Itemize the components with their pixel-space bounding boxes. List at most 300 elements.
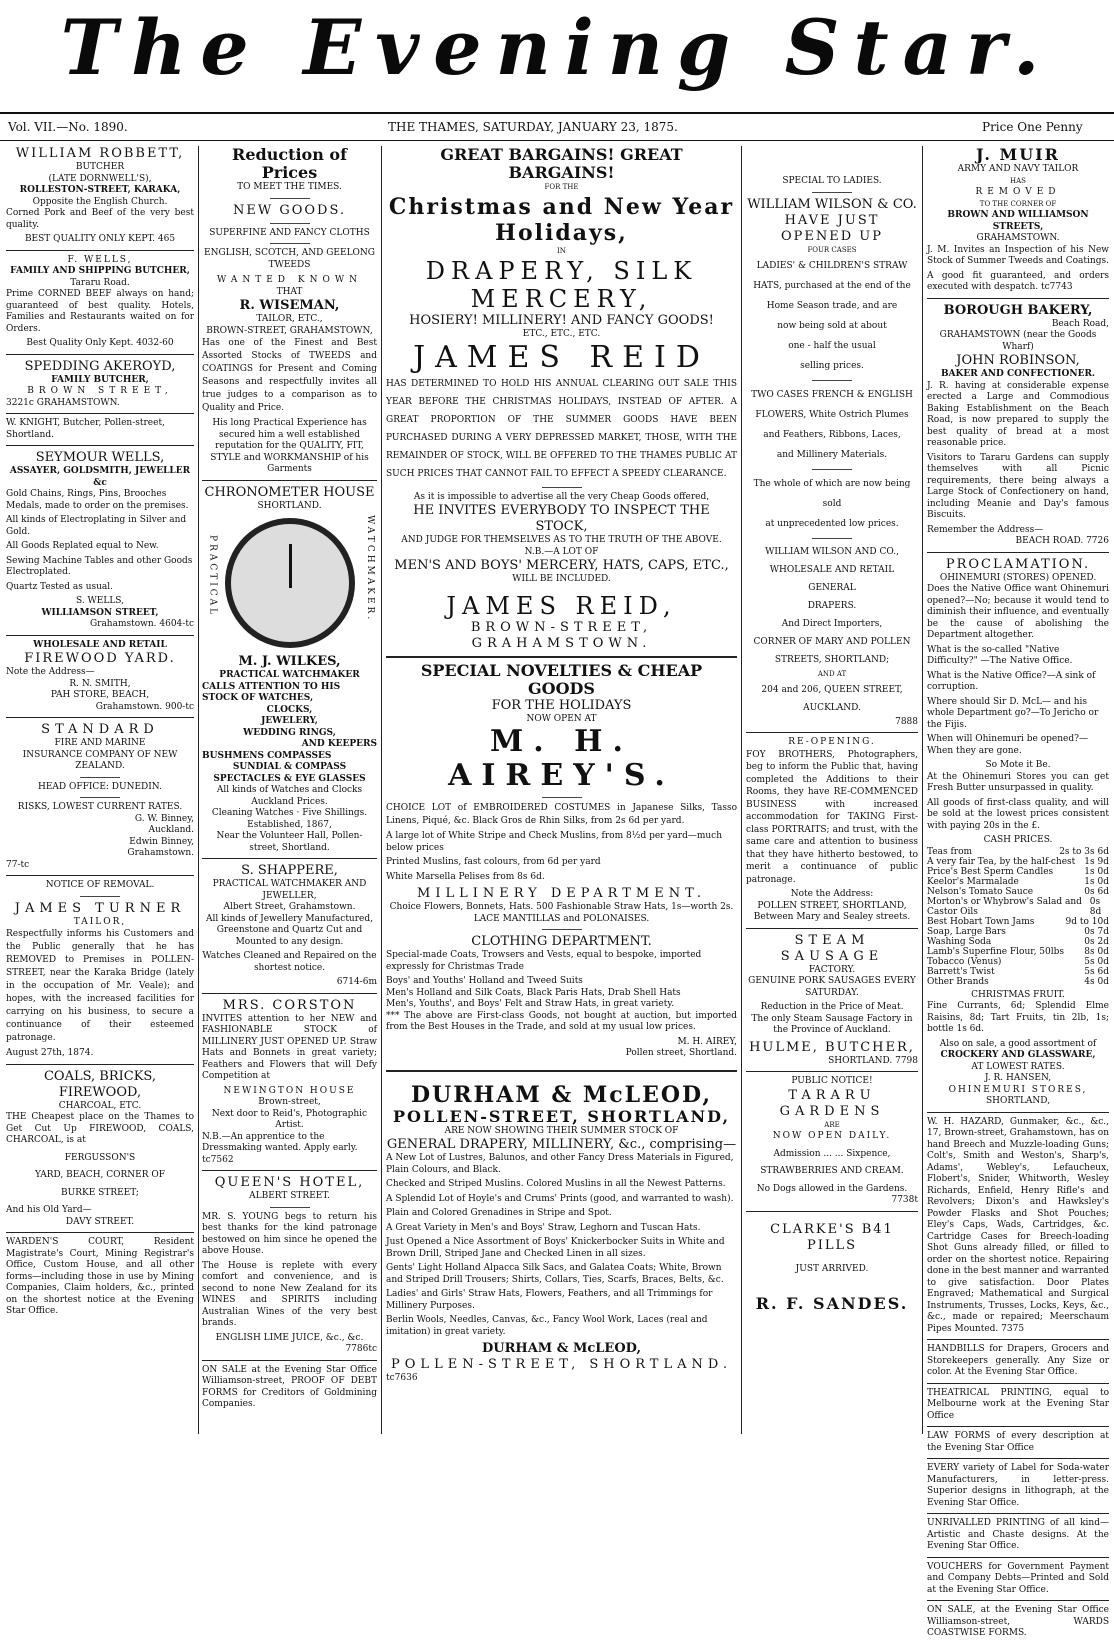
price-item: Washing Soda: [927, 936, 992, 947]
ad-line: 7786tc: [345, 1344, 377, 1354]
fergusson-coals-ad: [6, 1069, 194, 1229]
price-row: [927, 867, 1109, 877]
price-row: [927, 927, 1109, 937]
ad-line: JUST ARRIVED.: [795, 1263, 869, 1274]
ad-line: 77-tc: [6, 859, 30, 870]
firewood-yard-ad: [6, 640, 194, 714]
ad-text: At the Ohinemuri Stores you can get Fresh Butter unsurpassed in quality.: [927, 771, 1109, 793]
price-item: Keelor's Marmalade: [927, 876, 1019, 887]
price-value: 1s 0d: [1084, 866, 1109, 877]
ad-line: WILLIAMSON STREET,: [41, 607, 159, 618]
ad-line: (LATE DORNWELL'S),: [48, 173, 152, 184]
ad-text: Respectfully informs his Customers and the Public generally that he has REMOVED to Premises in POLLEN-STREET, near the Karaka Bridge (lately in the occupation of Mr. Veale); and hopes, with the increased facilities for carrying on his business, to secure a continuance of their esteemed patronage.: [6, 929, 194, 1043]
clock-icon: [225, 518, 355, 648]
ad-heading: GREAT BARGAINS! GREAT BARGAINS!: [440, 145, 683, 182]
ad-line: YARD, BEACH, CORNER OF: [34, 1170, 166, 1180]
ad-line: CORNER OF MARY AND POLLEN: [753, 637, 911, 647]
ad-line: ARE: [824, 1120, 840, 1129]
ad-line: 7738t: [891, 1195, 918, 1205]
vertical-label: WATCHMAKER.: [365, 514, 375, 622]
price-value: 2s to 3s 6d: [1059, 846, 1109, 857]
ad-line: R. N. SMITH,: [69, 678, 131, 689]
price-row: [927, 957, 1109, 967]
borough-bakery-ad: [927, 303, 1109, 548]
ad-text: Choice Flowers, Bonnets, Hats. 500 Fashionable Straw Hats, 1s—worth 2s. LACE MANTILLAS and POLONAISES.: [389, 902, 734, 924]
ad-heading: HE INVITES EVERYBODY TO INSPECT THE STOCK,: [413, 503, 710, 534]
ad-text: Does the Native Office want Ohinemuri opened?—No; because it would tend to diminish their influence, and eventually be the cause of abolishing the Department altogether.: [927, 584, 1109, 640]
price-value: 1s 9d: [1084, 856, 1109, 867]
ad-heading: SPECIAL NOVELTIES & CHEAP GOODS: [420, 660, 703, 698]
masthead-title: The Evening Star.: [60, 3, 1054, 92]
column-3: [386, 146, 737, 1434]
ad-line: TO THE CORNER OF: [979, 199, 1057, 208]
price-item: A very fair Tea, by the half-chest: [927, 856, 1076, 867]
price-row: [927, 897, 1109, 917]
ad-line: Next door to Reid's, Photographic Artist.: [211, 1108, 368, 1130]
ad-line: ENGLISH LIME JUICE, &c., &c.: [215, 1332, 364, 1343]
ad-line: FLOWERS, White Ostrich Plumes: [755, 410, 909, 420]
dateline: [0, 118, 1114, 138]
ad-line: AND KEEPERS: [301, 739, 377, 749]
ad-line: HEAD OFFICE: DUNEDIN.: [38, 781, 162, 792]
ad-line: selling prices.: [800, 361, 864, 371]
price-row: [927, 937, 1109, 947]
ad-heading: JAMES REID: [413, 339, 710, 375]
muir-ad: [927, 146, 1109, 294]
ad-heading: Christmas and New Year Holidays,: [388, 193, 735, 246]
price-item: Tobacco (Venus): [927, 956, 1002, 967]
ad-heading: JAMES TURNER: [14, 900, 186, 916]
ad-line: TO MEET THE TIMES.: [237, 182, 342, 192]
ad-line: Note the Address:: [790, 889, 874, 899]
ad-heading: STANDARD: [41, 722, 159, 737]
ad-line: M. H. AIREY,: [677, 1036, 737, 1047]
durham-mcleod-ad: [386, 1082, 737, 1385]
ad-line: The whole of which are now being sold: [753, 479, 911, 509]
ad-line: DRAPERS.: [807, 601, 857, 611]
ad-line: FOR THE: [544, 183, 579, 191]
ad-line: Admission ... ... Sixpence,: [773, 1148, 891, 1159]
ad-line: No Dogs allowed in the Gardens.: [756, 1183, 908, 1194]
ad-line: 204 and 206, QUEEN STREET,: [761, 684, 903, 695]
ad-line: BROWN-STREET, GRAHAMSTOWN,: [206, 325, 373, 336]
ad-line: J. R. HANSEN,: [984, 1073, 1052, 1083]
price-row: [927, 847, 1109, 857]
ad-text: A Great Variety in Men's and Boys' Straw, Leghorn and Tuscan Hats.: [386, 1222, 701, 1233]
price-item: Nelson's Tomato Sauce: [927, 886, 1034, 897]
ad-heading: F. WELLS,: [67, 254, 133, 265]
ad-line: Grahamstown. 4604-tc: [89, 619, 194, 629]
column-rule: [741, 146, 742, 1434]
ad-line: NOW OPEN AT: [526, 713, 597, 724]
ad-line: STRAWBERRIES AND CREAM.: [760, 1166, 904, 1176]
price-row: [927, 877, 1109, 887]
vertical-label: PRACTICAL: [207, 534, 218, 617]
ad-heading: JAMES REID,: [446, 591, 677, 620]
theatrical-printing-ad: THEATRICAL PRINTING, equal to Melbourne work at the Evening Star Office: [927, 1387, 1109, 1421]
ad-line: one - half the usual: [788, 341, 876, 351]
column-1: [6, 146, 194, 1434]
william-wilson-ad: [746, 176, 918, 728]
price-row: [927, 967, 1109, 977]
ad-line: All kinds of Watches and Clocks Auckland Prices.: [216, 785, 363, 807]
ad-line: Cleaning Watches · Five Shillings.: [211, 808, 368, 818]
airey-ad: [386, 662, 737, 1060]
ad-line: HAS: [1010, 176, 1026, 185]
ad-heading: POLLEN-STREET, SHORTLAND,: [392, 1106, 731, 1126]
ad-line: and Millinery Materials.: [776, 450, 888, 460]
price-item: Price's Best Sperm Candles: [927, 866, 1054, 877]
ad-line: FAMILY AND SHIPPING BUTCHER,: [10, 266, 190, 276]
ad-text: *** The above are First-class Goods, not bought at auction, but imported from the Best Houses in the Trade, and sold at my usual low prices.: [386, 1010, 737, 1032]
ad-line: CLOCKS,: [266, 704, 313, 715]
ad-line: ARE NOW SHOWING THEIR SUMMER STOCK OF: [444, 1125, 679, 1136]
foy-brothers-ad: [746, 737, 918, 924]
notice-of-removal-ad: [6, 880, 194, 1060]
ad-text: His long Practical Experience has secured him a well established reputation for the QUALITY, FIT, STYLE and WORKMANSHIP of his Garments: [210, 418, 369, 474]
price-value: 0s 2d: [1084, 936, 1109, 947]
price-value: 0s 6d: [1084, 886, 1109, 897]
ad-heading: CLARKE'S B41 PILLS: [770, 1221, 894, 1253]
dateline-rule: [0, 140, 1114, 141]
ad-line: IN: [557, 246, 566, 255]
price-value: 8s 0d: [1084, 946, 1109, 957]
price-row: [927, 947, 1109, 957]
steam-sausage-ad: [746, 933, 918, 1068]
akeroyd-ad: [6, 359, 194, 410]
ad-line: Beach Road,: [1051, 318, 1109, 329]
ad-heading: NEW GOODS.: [232, 202, 347, 218]
ad-line: SPECTACLES & EYE GLASSES: [213, 773, 366, 784]
ad-heading: S. SHAPPERE,: [241, 863, 338, 878]
ad-line: NOW OPEN DAILY.: [772, 1131, 892, 1141]
ad-line: CHARCOAL, ETC.: [58, 1100, 142, 1111]
ad-text: All kinds of Jewellery Manufactured, Greenstone and Quartz Cut and Mounted to any design.: [206, 913, 373, 947]
printing-ad: UNRIVALLED PRINTING of all kind—Artistic and Chaste designs. At the Evening Star Office.: [927, 1518, 1109, 1551]
ad-text: A good fit guaranteed, and orders executed with despatch. tc7743: [927, 270, 1109, 292]
ad-line: PAH STORE, BEACH,: [50, 690, 150, 700]
ad-heading: BOROUGH BAKERY,: [943, 302, 1093, 318]
ad-text: Where should Sir D. McL— and his whole Department go?—To Jericho or the Fijis.: [927, 696, 1099, 730]
ad-line: ROLLESTON-STREET, KARAKA,: [19, 185, 181, 195]
ad-heading: MRS. CORSTON: [222, 997, 357, 1013]
ad-line: INSURANCE COMPANY OF NEW: [22, 749, 178, 760]
ad-line: AT LOWEST RATES.: [971, 1061, 1065, 1072]
seymour-wells-ad: [6, 450, 194, 631]
corston-ad: [202, 998, 377, 1167]
ad-text: FOY BROTHERS, Photographers, beg to inform the Public that, having completed the Additions to their Rooms, they have RE-COMMENCED BUSINESS with increased accommodation for TAKING First-class PORTRAITS; and trust, with the same care and attention to business that they have hitherto bestowed, to merit a continuance of public patronage.: [746, 749, 918, 885]
ad-heading: WILLIAM ROBBETT,: [15, 146, 185, 161]
ad-line: BUTCHER: [75, 162, 125, 172]
ad-text: HAS DETERMINED TO HOLD HIS ANNUAL CLEARING OUT SALE THIS YEAR BEFORE THE CHRISTMAS HOLIDAYS, INSTEAD OF AFTER. A GREAT PROPORTION OF THE SUMMER GOODS HAVE BEEN PURCHASED DURING A VERY DEPRESSED MARKET, THOSE, WITH THE REMAINDER OF STOCK, WILL BE OFFERED TO THE THAMES PUBLIC AT SUCH PRICES THAT CANNOT FAIL TO EFFECT A SPEEDY CLEARANCE.: [386, 378, 737, 479]
ad-heading: WANTED KNOWN: [217, 275, 362, 285]
ad-line: SHORTLAND.: [257, 500, 322, 511]
ad-heading: M. H. AIREY'S.: [448, 724, 675, 793]
ad-heading: SPEDDING AKEROYD,: [24, 358, 176, 374]
ad-line: now being sold at about: [777, 321, 887, 331]
ad-heading: DURHAM & McLEOD,: [482, 1341, 641, 1356]
ad-line: 3221c GRAHAMSTOWN.: [6, 397, 120, 408]
ad-text: J. R. having at considerable expense erected a Large and Commodious Baking Establishment on the Beach Road, is now prepared to supply the best quality of bread at a most reasonable price.: [927, 380, 1109, 448]
ad-line: TAILOR,: [73, 916, 127, 927]
ad-line: STREETS, SHORTLAND;: [774, 655, 890, 665]
ad-line: So Mote it Be.: [985, 760, 1051, 770]
ad-text: White Marsella Pelises from 8s 6d.: [386, 871, 545, 882]
sandes-ad: [746, 1222, 918, 1314]
price-value: 5s 6d: [1084, 966, 1109, 977]
ad-text: A New Lot of Lustres, Balunos, and other Fancy Dress Materials in Figured, Plain Colours, and Black.: [386, 1153, 734, 1175]
ad-line: Home Season trade, and are: [766, 301, 898, 311]
chronometer-house-ad: [202, 485, 377, 855]
price-value: 1s 0d: [1084, 876, 1109, 887]
ad-heading: NOTICE OF REMOVAL.: [45, 880, 155, 890]
ad-text: Just Opened a Nice Assortment of Boys' Knickerbocker Suits in White and Brown Drill, Striped Jane and Checked Linen in all sizes.: [386, 1237, 725, 1259]
ad-heading: J. MUIR: [976, 145, 1060, 164]
column-5: [927, 145, 1109, 1638]
ad-heading: MILLINERY DEPARTMENT.: [417, 886, 706, 901]
ad-line: Men's Holland and Silk Coats, Black Paris Hats, Drab Shell Hats: [386, 987, 681, 998]
ad-line: SHORTLAND. 7798: [828, 1055, 918, 1066]
ad-heading: MEN'S AND BOYS' MERCERY, HATS, CAPS, ETC.,: [394, 558, 729, 573]
ad-text: MR. S. YOUNG begs to return his best thanks for the kind patronage bestowed on him since he opened the above House.: [202, 1211, 377, 1256]
ad-text: Corned Pork and Beef of the very best quality.: [6, 208, 194, 230]
ad-line: at unprecedented low prices.: [765, 519, 899, 529]
ad-line: 7888: [895, 716, 918, 727]
ad-line: N.B.—A LOT OF: [524, 546, 599, 557]
ad-line: FERGUSSON'S: [64, 1152, 136, 1163]
ad-line: BROWN STREET,: [27, 386, 173, 396]
ad-text: J. M. Invites an Inspection of his New Stock of Summer Tweeds and Coatings.: [927, 244, 1109, 266]
proclamation-ad: [927, 557, 1109, 1108]
price-item: Barrett's Twist: [927, 966, 995, 977]
ad-heading: STEAM SAUSAGE: [780, 932, 884, 964]
ad-line: OHINEMURI (STORES) OPENED.: [939, 572, 1097, 583]
ad-line: WEDDING RINGS,: [243, 727, 336, 738]
ad-line: AND JUDGE FOR THEMSELVES AS TO THE TRUTH OF THE ABOVE.: [401, 535, 722, 545]
ad-line: FOUR CASES: [807, 245, 857, 254]
ad-line: LADIES' & CHILDREN'S STRAW: [756, 261, 908, 271]
ad-heading: Reduction of Prices: [232, 145, 347, 182]
column-rule: [381, 146, 382, 1434]
ad-line: JEWELERY,: [261, 716, 318, 726]
ad-line: G. W. Binney,: [134, 813, 194, 824]
ad-heading: POLLEN-STREET, SHORTLAND.: [391, 1357, 732, 1372]
ad-heading: FIREWOOD YARD.: [24, 651, 176, 666]
ad-line: Opposite the English Church.: [32, 196, 168, 207]
ad-text: INVITES attention to her NEW and FASHIONABLE STOCK of MILLINERY JUST OPENED UP. Straw Hats and Bonnets in great variety; Feathers and Flowers that will Defy Competition at: [202, 1013, 377, 1081]
ad-line: SUPERFINE AND FANCY CLOTHS: [209, 227, 370, 238]
knight-ad: W. KNIGHT, Butcher, Pollen-street, Shortland.: [6, 418, 165, 440]
ad-line: Remember the Address—: [927, 524, 1044, 535]
ad-heading: HAVE JUST OPENED UP: [780, 212, 884, 244]
ad-text: Special-made Coats, Trowsers and Vests, equal to bespoke, imported expressly for Christmas Trade: [386, 950, 702, 972]
ad-line: ALBERT STREET.: [249, 1191, 330, 1201]
ad-text: Sewing Machine Tables and other Goods Electroplated.: [6, 555, 193, 577]
column-rule: [922, 146, 923, 1434]
ad-line: As it is impossible to advertise all the very Cheap Goods offered,: [413, 491, 710, 502]
ad-text: The House is replete with every comfort and convenience, and is second to none New Zealand for its WINES and SPIRITS including Australian Wines of the very best brands.: [202, 1260, 377, 1328]
ad-heading: WILLIAM WILSON & CO.: [747, 196, 917, 212]
ad-line: SHORTLAND,: [985, 1096, 1051, 1106]
ad-text: Fine Currants, 6d; Splendid Elme Raisins, 8d; Tart Fruits, tin 2lb, 1s; bottle 1s 6d.: [927, 1001, 1109, 1034]
ad-line: Tararu Road.: [70, 277, 130, 288]
wells-butcher-ad: [6, 255, 194, 350]
ad-heading: R. WISEMAN,: [239, 298, 340, 313]
price-row: [927, 887, 1109, 897]
ad-text: Watches Cleaned and Repaired on the shortest notice.: [202, 951, 377, 973]
cash-prices-title: CASH PRICES.: [983, 835, 1053, 845]
ad-line: Best Quality Only Kept. 4032-60: [26, 338, 174, 348]
masthead-rule: [0, 112, 1114, 114]
ad-line: THAT: [276, 286, 303, 297]
ad-text: Prime CORNED BEEF always on hand; guaranteed of best quality. Hotels, Families and Restaurants waited on for Orders.: [6, 289, 194, 334]
ad-line: RISKS, LOWEST CURRENT RATES.: [17, 802, 183, 812]
ad-line: Auckland.: [148, 825, 194, 835]
ad-line: PRACTICAL WATCHMAKER AND JEWELLER,: [212, 879, 367, 901]
ad-heading: BROWN-STREET, GRAHAMSTOWN.: [470, 619, 653, 651]
ad-line: and Feathers, Ribbons, Laces,: [763, 430, 901, 440]
vouchers-ad: VOUCHERS for Government Payment and Company Debts—Printed and Sold at the Evening Star Office.: [927, 1561, 1109, 1595]
ad-text: Printed Muslins, fast colours, from 6d per yard: [386, 857, 601, 867]
ad-line: ASSAYER, GOLDSMITH, JEWELLER &c: [9, 466, 191, 488]
ad-heading: DRAPERY, SILK MERCERY,: [425, 257, 698, 313]
price-item: Soap, Large Bars: [927, 926, 1006, 937]
ad-heading: M. J. WILKES,: [238, 654, 341, 669]
ad-heading: CLOTHING DEPARTMENT.: [471, 934, 652, 949]
ad-line: FACTORY.: [808, 964, 856, 975]
ad-heading: SEYMOUR WELLS,: [35, 450, 165, 465]
ad-text: CHOICE LOT of EMBROIDERED COSTUMES in Japanese Silks, Tasso Linens, Piqué, &c. Black Gros de Rhin Silks, from 2s 6d per yard.: [386, 803, 737, 826]
ad-heading: DURHAM & McLEOD,: [410, 1081, 713, 1108]
ad-line: CROCKERY AND GLASSWARE,: [940, 1050, 1096, 1060]
ad-line: DAVY STREET.: [65, 1216, 135, 1227]
price-value: 0s 7d: [1084, 926, 1109, 937]
ad-line: WILL BE INCLUDED.: [512, 574, 611, 584]
shappere-ad: [202, 863, 377, 989]
column-rule: [198, 146, 199, 1434]
ad-text: When will Ohinemuri be opened?—When they are gone.: [927, 734, 1088, 756]
ad-text: What is the Native Office?—A sink of corruption.: [927, 670, 1096, 692]
proof-of-debt-ad: ON SALE at the Evening Star Office Williamson-street, PROOF OF DEBT FORMS for Creditors of Goldmining Companies.: [202, 1364, 377, 1409]
ad-heading: R. F. SANDES.: [755, 1294, 909, 1313]
ad-text: All kinds of Electroplating in Silver and Gold.: [6, 515, 187, 537]
ad-line: REMOVED: [975, 187, 1061, 197]
ad-text: Has one of the Finest and Best Assorted Stocks of TWEEDS and COATINGS for Present and Coming Seasons and respectfully invites all true judges to a comparison as to Quality and Price.: [202, 338, 377, 413]
ad-text: The only Steam Sausage Factory in the Province of Auckland.: [751, 1013, 913, 1035]
ad-line: And his Old Yard—: [6, 1205, 92, 1215]
warden-court-ad: WARDEN'S COURT, Resident Magistrate's Court, Mining Registrar's Office, Custom House, and all other forms—including those in use by Mining Companies, Claim holders, &c., printed on the shortest notice at the Evening Star Office.: [6, 1237, 194, 1316]
ad-line: OHINEMURI STORES,: [948, 1084, 1088, 1095]
ad-line: FIRE AND MARINE: [54, 738, 146, 748]
ad-heading: GENERAL DRAPERY, MILLINERY, &c., comprising—: [386, 1137, 737, 1152]
ad-line: FAMILY BUTCHER,: [51, 374, 149, 385]
column-4: [746, 146, 918, 1434]
price-item: Lamb's Superfine Flour, 50lbs: [927, 946, 1065, 957]
james-reid-ad: [386, 146, 737, 652]
ad-line: Grahamstown. 900-tc: [95, 701, 194, 712]
ad-line: ENGLISH, SCOTCH, AND GEELONG TWEEDS: [204, 248, 375, 270]
masthead: [0, 0, 1114, 98]
ad-line: BURKE STREET;: [61, 1187, 139, 1198]
ad-line: Boys' and Youths' Holland and Tweed Suits: [386, 976, 583, 986]
ad-line: TWO CASES FRENCH & ENGLISH: [751, 390, 913, 400]
ad-line: WHOLESALE AND RETAIL GENERAL: [769, 565, 895, 593]
ad-line: Between Mary and Sealey streets.: [753, 912, 911, 922]
ad-heading: JOHN ROBINSON,: [956, 353, 1080, 368]
ad-text: Gold Chains, Rings, Pins, Brooches Medals, made to order on the premises.: [6, 489, 189, 511]
price-item: Other Brands: [927, 976, 989, 987]
ad-line: Reduction in the Price of Meat.: [760, 1002, 904, 1012]
ad-line: Edwin Binney,: [129, 836, 194, 847]
ad-heading: COALS, BRICKS, FIREWOOD,: [43, 1068, 157, 1100]
ad-line: GRAHAMSTOWN.: [976, 233, 1060, 243]
ad-line: Near the Volunteer Hall, Pollen-street, Shortland.: [216, 831, 363, 853]
wiseman-ad: [202, 146, 377, 476]
ad-line: BUSHMENS COMPASSES: [202, 750, 332, 761]
price-row: [927, 917, 1109, 927]
ad-line: Men's, Youths', and Boys' Felt and Straw Hats, in great variety.: [386, 999, 675, 1009]
ad-line: SUNDIAL & COMPASS: [232, 762, 347, 772]
ad-text: A Splendid Lot of Hoyle's and Crums' Prints (good, and warranted to wash).: [386, 1193, 734, 1204]
ad-heading: PUBLIC NOTICE!: [791, 1076, 873, 1086]
ad-text: A large lot of White Stripe and Check Muslins, from 8½d per yard—much below prices: [386, 831, 723, 853]
ad-text: Quartz Tested as usual.: [6, 581, 114, 592]
price-list: [927, 847, 1109, 987]
ad-text: What is the so-called "Native Difficulty?" —The Native Office.: [927, 644, 1073, 666]
ad-text: N.B.—An apprentice to the Dressmaking wanted. Apply early. tc7562: [202, 1131, 358, 1165]
price-value: 4s 0d: [1084, 976, 1109, 987]
ad-heading: QUEEN'S HOTEL,: [214, 1175, 365, 1190]
ad-line: ZEALAND.: [75, 761, 125, 771]
place-date: THE THAMES, SATURDAY, JANUARY 23, 1875.: [388, 120, 678, 134]
price-item: Morton's or Whybrow's Salad and Castor Oils: [927, 896, 1082, 917]
ad-text: Checked and Striped Muslins. Colored Muslins in all the Newest Patterns.: [386, 1179, 726, 1189]
ad-text: All goods of first-class quality, and will be sold at the lowest prices consistent with paying 20s in the £.: [927, 797, 1109, 831]
ad-text: Plain and Colored Grenadines in Stripe and Spot.: [386, 1208, 612, 1218]
ad-text: Berlin Wools, Needles, Canvas, &c., Fancy Wool Work, Laces (real and imitation) in great variety.: [386, 1315, 708, 1337]
price-row: [927, 857, 1109, 867]
ad-line: CALLS ATTENTION TO HIS STOCK OF WATCHES,: [202, 681, 341, 703]
ad-text: THE Cheapest place on the Thames to Get Cut Up FIREWOOD, COALS, CHARCOAL, is at: [6, 1112, 194, 1145]
ad-line: CHRISTMAS FRUIT.: [971, 989, 1065, 1000]
ad-line: S. WELLS,: [75, 596, 125, 606]
column-2: [202, 146, 377, 1434]
ad-line: 6714-6m: [336, 977, 377, 987]
handbills-ad: HANDBILLS for Drapers, Grocers and Storekeepers generally. Any Size or color. At the Evening Star Office.: [927, 1344, 1109, 1377]
law-forms-ad: LAW FORMS of every description at the Evening Star Office: [927, 1431, 1109, 1453]
ad-heading: HULME, BUTCHER,: [749, 1039, 915, 1055]
standard-insurance-ad: [6, 722, 194, 871]
ad-text: Gents' Light Holland Alpacca Silk Sacs, and Galatea Coats; White, Brown and Striped Drill Trousers; Shirts, Collars, Ties, Scarfs, Braces, Belts, &c.: [386, 1263, 724, 1285]
ad-line: NEWINGTON HOUSE: [223, 1085, 356, 1096]
ad-text: Visitors to Tararu Gardens can supply themselves with all Picnic requirements, there being always a Large Stock of Confectionery on hand, including Meanie and Day's famous Biscuits.: [927, 452, 1109, 520]
ad-line: AND AT: [817, 670, 847, 678]
ad-line: BEST QUALITY ONLY KEPT. 465: [24, 234, 176, 244]
ad-line: BAKER AND CONFECTIONER.: [940, 369, 1096, 379]
ad-text: Ladies' and Girls' Straw Hats, Flowers, Feathers, and all Trimmings for Millinery Purposes.: [386, 1289, 713, 1311]
ad-line: ETC., ETC., ETC.: [522, 329, 601, 339]
ad-text: All Goods Replated equal to New.: [6, 541, 159, 551]
tararu-gardens-ad: [746, 1076, 918, 1207]
ad-heading: RE-OPENING.: [788, 737, 876, 747]
ad-text: GENUINE PORK SAUSAGES EVERY SATURDAY.: [748, 976, 916, 998]
queens-hotel-ad: [202, 1175, 377, 1356]
labels-ad: EVERY variety of Label for Soda-water Manufacturers, in letter-press. Superior designs in lithograph, at the Evening Star Office.: [927, 1463, 1109, 1508]
ad-line: BEACH ROAD. 7726: [1015, 536, 1109, 546]
price-value: 9d to 10d: [1065, 916, 1109, 927]
ad-heading: CHRONOMETER HOUSE: [204, 484, 375, 500]
ad-heading: PROCLAMATION.: [945, 556, 1091, 572]
